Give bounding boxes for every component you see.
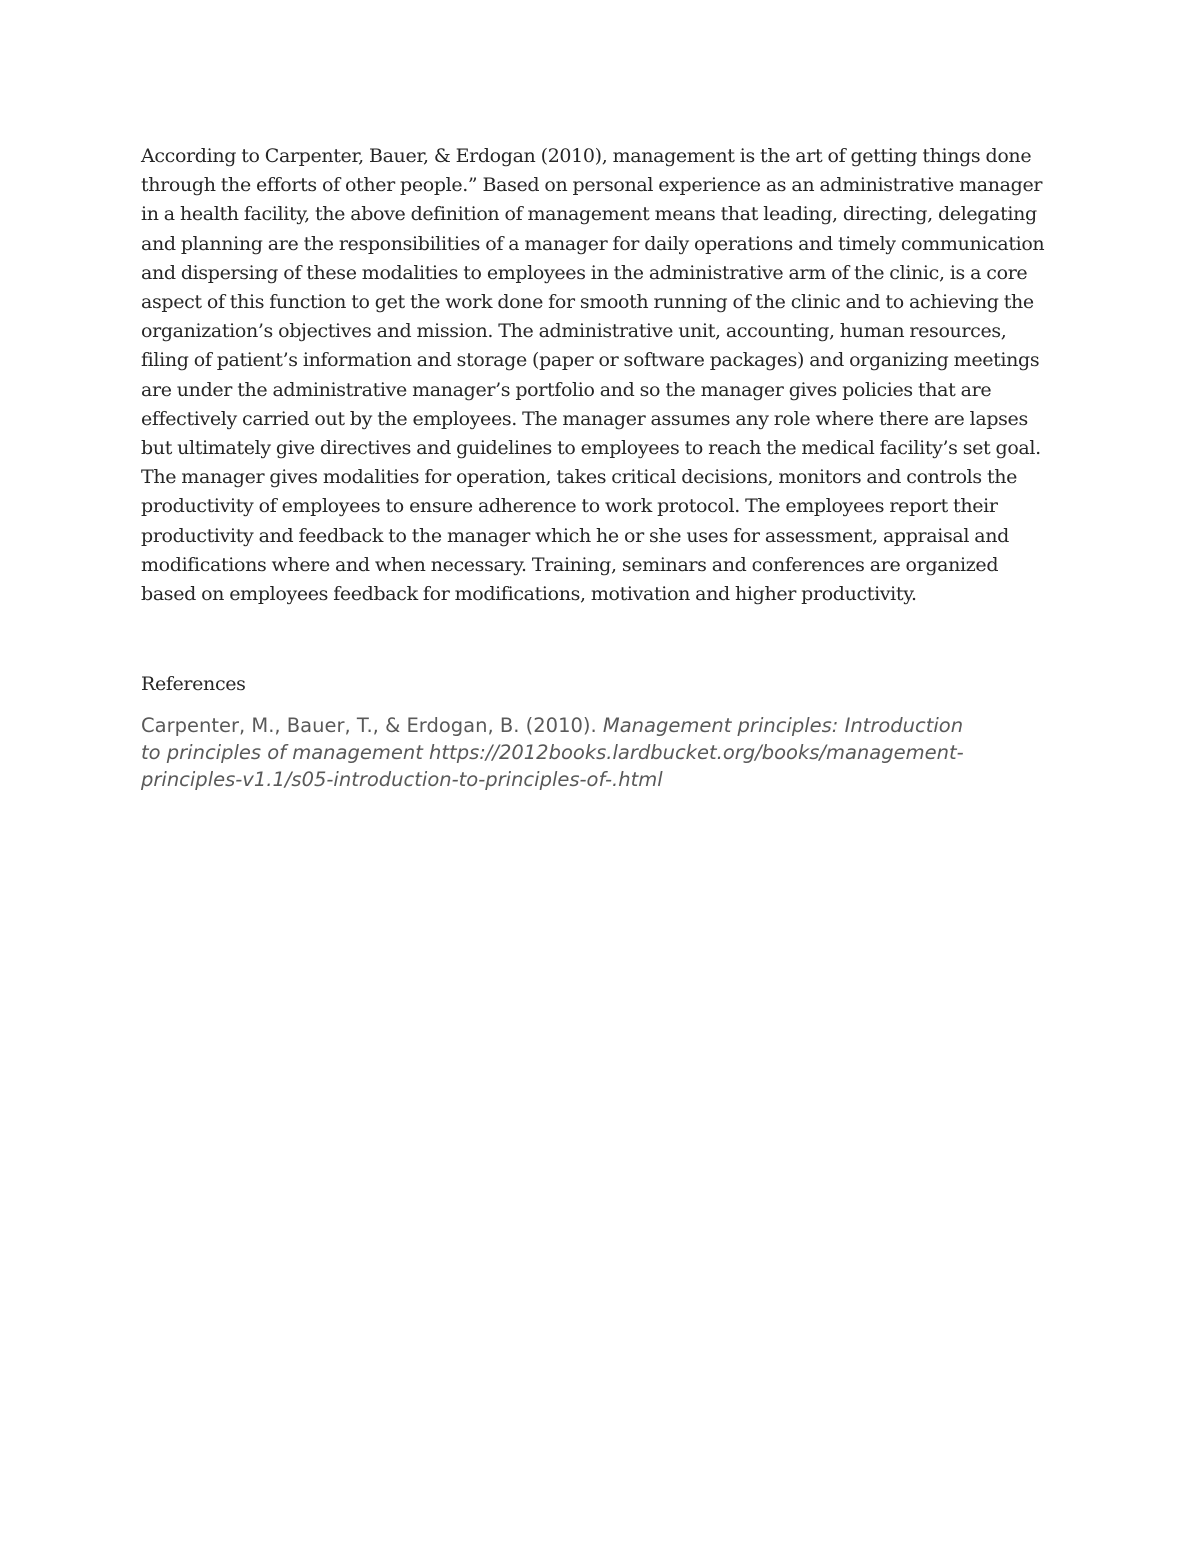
paragraph-line: organization’s objectives and mission. The administrative unit, accounting, human resources,: [141, 320, 1007, 343]
paragraph-line: productivity and feedback to the manager which he or she uses for assessment, appraisal and: [141, 524, 1009, 547]
reference-url: principles-v1.1/s05-introduction-to-principles-of-.html: [141, 768, 663, 791]
body-paragraph: [141, 142, 1071, 609]
reference-title-url: to principles of management https://2012books.lardbucket.org/books/management-: [141, 741, 964, 764]
paragraph-line: based on employees feedback for modifications, motivation and higher productivity.: [141, 583, 917, 606]
paragraph-line: modifications where and when necessary. Training, seminars and conferences are organized: [141, 553, 999, 576]
paragraph-line: According to Carpenter, Bauer, & Erdogan (2010), management is the art of getting things done: [141, 145, 1032, 167]
reference-entry: [141, 712, 1071, 793]
paragraph-line: The manager gives modalities for operation, takes critical decisions, monitors and controls the: [141, 466, 1018, 489]
reference-title: Management principles: Introduction: [602, 714, 964, 737]
paragraph-line: through the efforts of other people.” Based on personal experience as an administrative manager: [141, 174, 1043, 197]
paragraph-line: in a health facility, the above definition of management means that leading, directing, delegating: [141, 203, 1037, 226]
references-heading: References: [141, 673, 246, 695]
paragraph-line: aspect of this function to get the work done for smooth running of the clinic and to achieving the: [141, 291, 1034, 314]
paragraph-line: but ultimately give directives and guidelines to employees to reach the medical facility’s set goal.: [141, 437, 1041, 460]
paragraph-line: and planning are the responsibilities of a manager for daily operations and timely communication: [141, 232, 1045, 255]
paragraph-line: and dispersing of these modalities to employees in the administrative arm of the clinic, is a core: [141, 261, 1028, 284]
reference-authors-year: Carpenter, M., Bauer, T., & Erdogan, B. (2010).: [141, 714, 603, 737]
paragraph-line: productivity of employees to ensure adherence to work protocol. The employees report their: [141, 495, 998, 518]
paragraph-line: effectively carried out by the employees. The manager assumes any role where there are lapses: [141, 407, 1028, 430]
reference-line: [141, 712, 1071, 739]
paragraph-line: are under the administrative manager’s portfolio and so the manager gives policies that are: [141, 378, 992, 401]
paragraph-line: filing of patient’s information and storage (paper or software packages) and organizing meetings: [141, 349, 1040, 372]
